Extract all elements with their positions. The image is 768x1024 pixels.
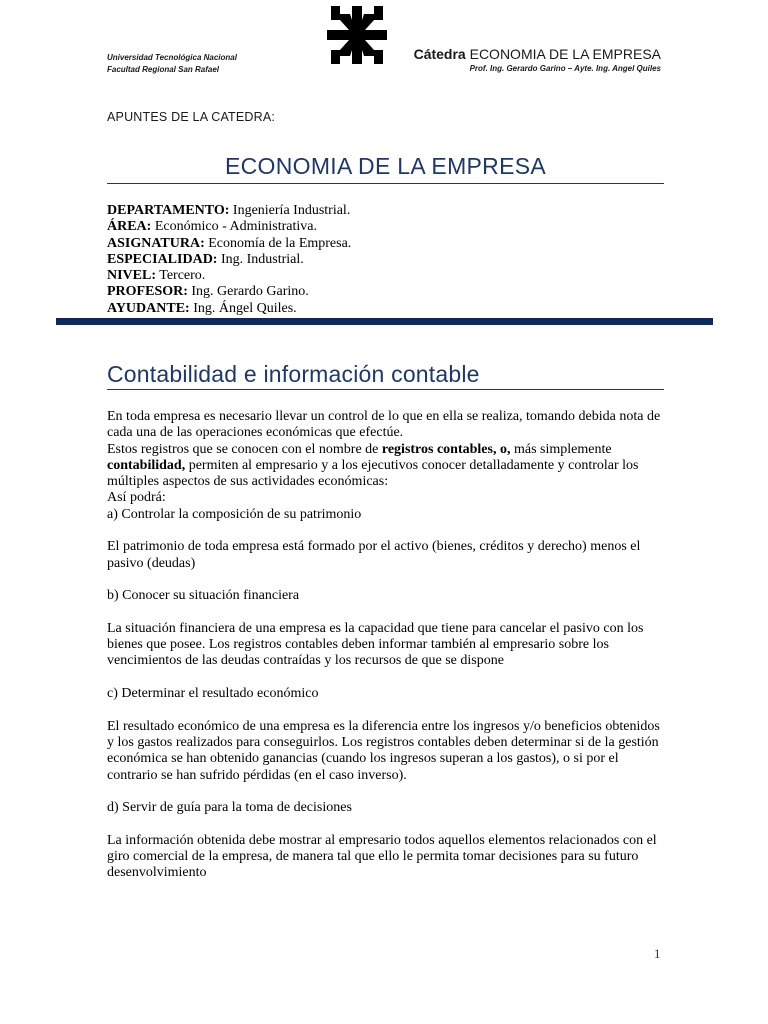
text-run: permiten al empresario y a los ejecutivos conocer detalladamente y controlar los múltiples aspectos de sus actividades económicas: — [107, 457, 639, 490]
bold-term: contabilidad, — [107, 457, 186, 473]
meta-label: AYUDANTE: — [107, 300, 190, 316]
meta-row — [107, 268, 351, 284]
header-catedra — [414, 46, 661, 75]
text-run: Estos registros que se conocen con el nombre de — [107, 441, 382, 457]
university-name: Universidad Tecnológica Nacional — [107, 53, 237, 62]
meta-value: Ing. Industrial. — [220, 251, 304, 267]
catedra-label: Cátedra — [413, 46, 466, 62]
meta-row — [107, 219, 351, 235]
meta-value: Tercero. — [159, 268, 206, 284]
list-heading-a: a) Controlar la composición de su patrimonio — [107, 506, 362, 522]
header-institution — [107, 52, 237, 76]
meta-row — [107, 203, 351, 219]
meta-label: ÁREA: — [107, 219, 152, 235]
utn-logo-icon — [327, 6, 387, 64]
paragraph: El patrimonio de toda empresa está formado por el activo (bienes, créditos y derecho) menos el pasivo (deudas) — [107, 539, 641, 571]
list-heading-b: b) Conocer su situación financiera — [107, 588, 300, 604]
paragraph: En toda empresa es necesario llevar un control de lo que en ella se realiza, tomando debida nota de cada una de las operaciones económicas que efectúe. — [107, 409, 661, 441]
meta-label: DEPARTAMENTO: — [107, 203, 230, 218]
bold-term: registros contables, o, — [381, 441, 511, 457]
professors-line: Prof. Ing. Gerardo Garino – Ayte. Ing. Angel Quiles — [469, 64, 661, 73]
meta-label: NIVEL: — [107, 268, 157, 284]
document-title: ECONOMIA DE LA EMPRESA — [224, 153, 547, 179]
paragraph — [107, 442, 667, 491]
section-separator-bar — [56, 318, 713, 325]
meta-value: Ing. Ángel Quiles. — [193, 300, 297, 316]
meta-row — [107, 284, 351, 300]
meta-label: ASIGNATURA: — [107, 235, 205, 251]
paragraph: La situación financiera de una empresa es la capacidad que tiene para cancelar el pasivo con los bienes que posee. Los registros contables deben informar también al empresario sobre los vencimientos de las deudas contraídas y los recursos de que se dispone — [107, 620, 644, 669]
list-heading-d: d) Servir de guía para la toma de decisiones — [107, 800, 352, 816]
meta-value: Económico - Administrativa. — [154, 219, 317, 235]
faculty-name: Facultad Regional San Rafael — [107, 65, 220, 74]
course-metadata — [107, 203, 351, 317]
document-body — [107, 409, 667, 882]
title-divider — [107, 183, 664, 184]
apuntes-label: APUNTES DE LA CATEDRA: — [107, 110, 276, 124]
meta-label: PROFESOR: — [107, 284, 188, 300]
paragraph: La información obtenida debe mostrar al empresario todos aquellos elementos relacionados con el giro comercial de la empresa, de manera tal que ello le permita tomar decisiones para su futuro desenvolvimiento — [107, 832, 657, 881]
section-title-divider — [107, 389, 664, 390]
paragraph: El resultado económico de una empresa es la diferencia entre los ingresos y/o beneficios obtenidos y los gastos realizados para conseguirlos. Los registros contables deben determinar si de la gestión económica se han obtenido ganancias (cuando los ingresos superan a los gastos), o si por el contrario se han sufrido pérdidas (en el caso inverso). — [107, 718, 660, 783]
meta-value: Ingeniería Industrial. — [232, 203, 351, 218]
section-title: Contabilidad e información contable — [107, 361, 480, 387]
page-number: 1 — [654, 946, 661, 961]
catedra-name: ECONOMIA DE LA EMPRESA — [469, 46, 661, 62]
paragraph: Así podrá: — [107, 490, 166, 506]
list-heading-c: c) Determinar el resultado económico — [107, 686, 319, 702]
meta-row — [107, 236, 351, 252]
meta-row — [107, 301, 351, 317]
text-run: más simplemente — [510, 441, 612, 457]
meta-row — [107, 252, 351, 268]
meta-value: Ing. Gerardo Garino. — [191, 284, 309, 300]
meta-value: Economía de la Empresa. — [208, 235, 352, 251]
meta-label: ESPECIALIDAD: — [107, 251, 218, 267]
